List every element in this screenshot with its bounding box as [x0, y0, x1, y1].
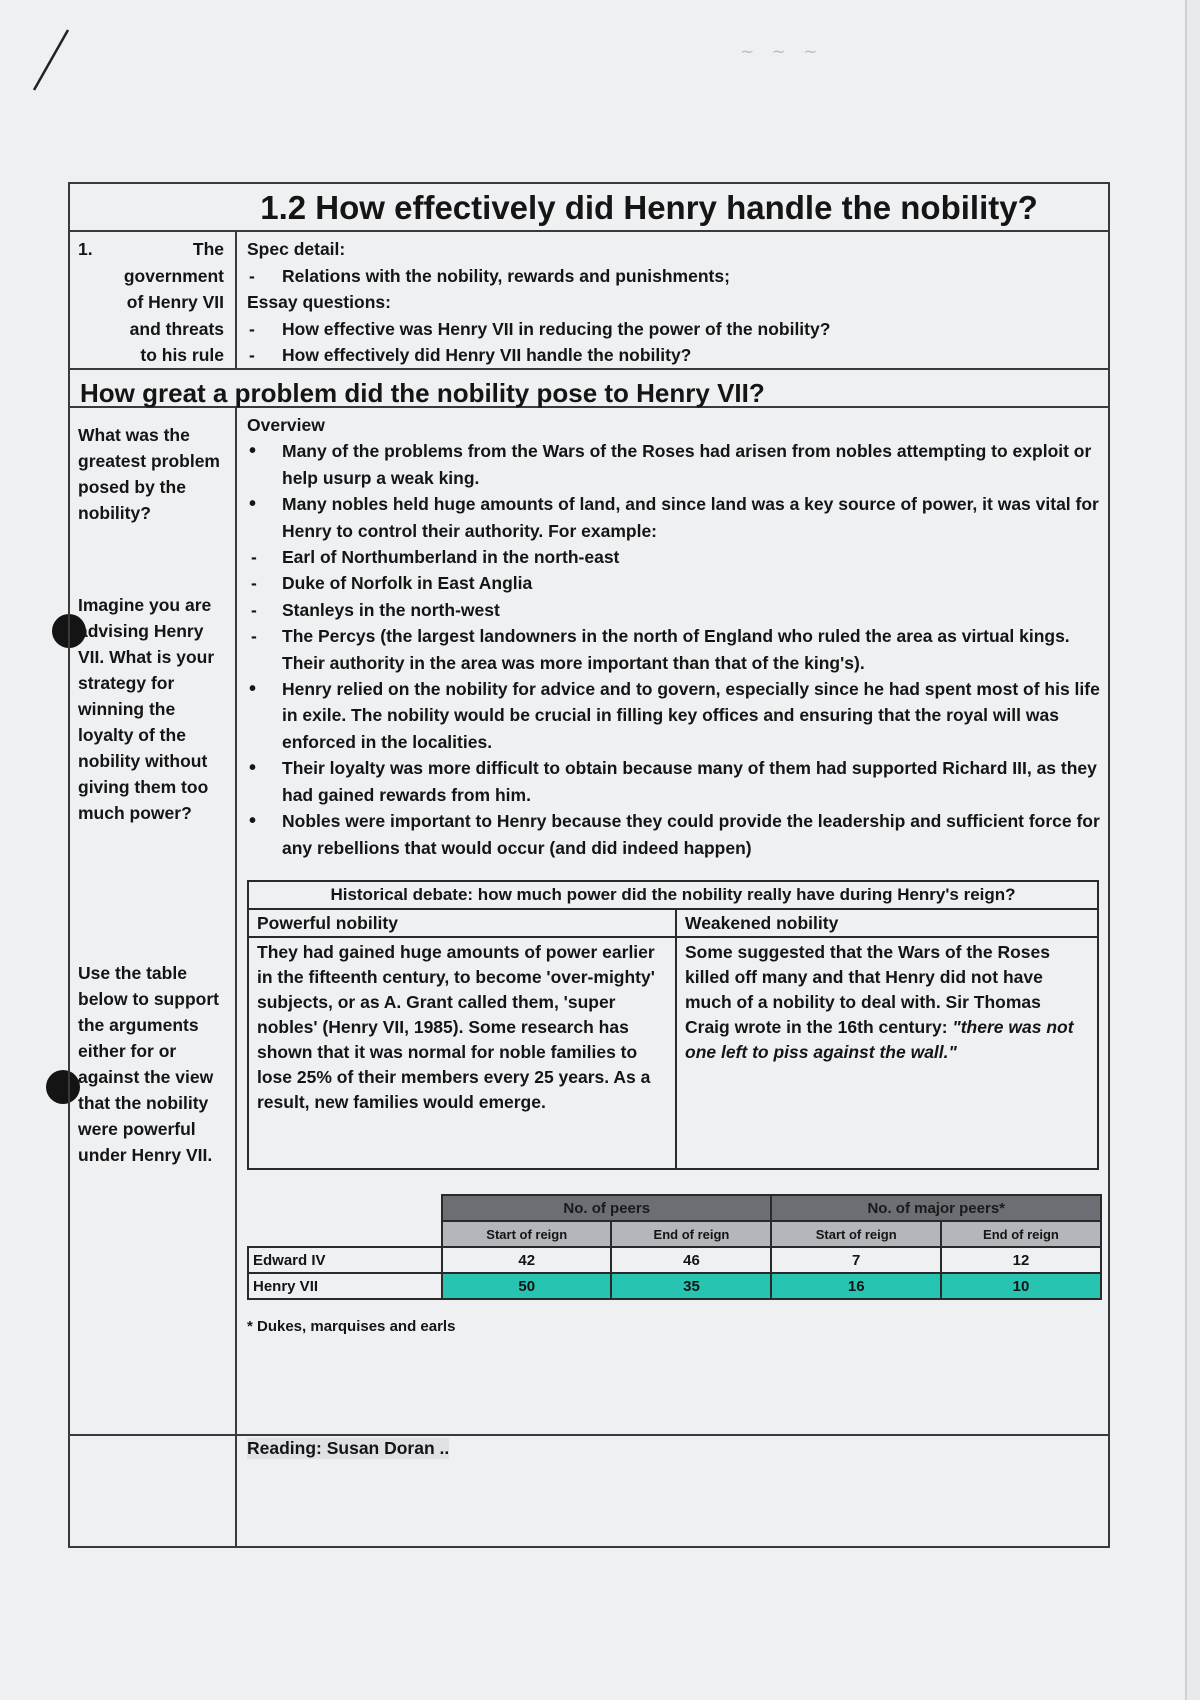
table-footnote: * Dukes, marquises and earls	[247, 1318, 456, 1335]
weakened-text: Some suggested that the Wars of the Roses killed off many and that Henry did not have much of a nobility to deal with. Sir Thomas Craig wrote in the 16th century:	[685, 942, 1050, 1037]
peers-end-cell: 46	[611, 1247, 771, 1273]
historical-debate-table	[247, 880, 1099, 1170]
table-row	[248, 1247, 1101, 1273]
faint-scribble: ~ ~ ~	[740, 42, 824, 62]
major-end-cell: 12	[941, 1247, 1101, 1273]
essay-question: - How effective was Henry VII in reducing the power of the nobility?	[247, 316, 1097, 343]
peers-table	[247, 1194, 1102, 1300]
left-prompt: Imagine you are advising Henry VII. What is your strategy for winning the loyalty of the nobility without giving them too much power?	[78, 595, 215, 823]
overview-point: • Many nobles held huge amounts of land, and since land was a key source of power, it was vital for Henry to control their authority. For example:	[247, 491, 1102, 544]
left-prompt: Use the table below to support the arguments either for or against the view that the nobility were powerful under Henry VII.	[78, 963, 219, 1165]
spec-detail: - Relations with the nobility, rewards and punishments;	[247, 263, 1097, 290]
divider	[235, 408, 237, 1548]
group-peers-header: No. of peers	[442, 1195, 771, 1221]
weakened-heading: Weakened nobility	[677, 910, 1097, 938]
overview-point: • Henry relied on the nobility for advice and to govern, especially since he had spent most of his life in exile. The nobility would be crucial in filling key offices and ensuring that the royal will was enforced in the localities.	[247, 676, 1102, 755]
topic-number: 1.	[78, 239, 93, 259]
end-header: End of reign	[941, 1221, 1101, 1247]
reading-note: Reading: Susan Doran ..	[247, 1438, 450, 1458]
overview-example: - Duke of Norfolk in East Anglia	[247, 570, 1102, 596]
page-title: 1.2 How effectively did Henry handle the nobility?	[70, 184, 1108, 232]
overview-point: • Their loyalty was more difficult to obtain because many of them had supported Richard III, as they had gained rewards from him.	[247, 755, 1102, 808]
overview-label: Overview	[247, 415, 325, 435]
table-row	[248, 1273, 1101, 1299]
major-start-cell: 7	[771, 1247, 940, 1273]
peers-end-cell: 35	[611, 1273, 771, 1299]
overview-section	[247, 412, 1102, 861]
overview-point: • Many of the problems from the Wars of the Roses had arisen from nobles attempting to exploit or help usurp a weak king.	[247, 438, 1102, 491]
spec-heading: Spec detail:	[247, 239, 346, 259]
overview-point: • Nobles were important to Henry because they could provide the leadership and sufficient force for any rebellions that would occur (and did indeed happen)	[247, 808, 1102, 861]
start-header: Start of reign	[442, 1221, 611, 1247]
powerful-text: They had gained huge amounts of power earlier in the fifteenth century, to become 'over-mighty' subjects, or as A. Grant called them, 'super nobles' (Henry VII, 1985). Some research has shown that it was normal for noble families to lose 25% of their members every 25 years. As a result, new families would emerge.	[257, 942, 655, 1112]
overview-example: - Stanleys in the north-west	[247, 597, 1102, 623]
peers-start-cell: 42	[442, 1247, 611, 1273]
weakened-body	[677, 938, 1097, 1067]
section-heading: How great a problem did the nobility pose to Henry VII?	[80, 378, 765, 408]
start-header: Start of reign	[771, 1221, 940, 1247]
worksheet-table	[68, 182, 1110, 1548]
peers-start-cell: 50	[442, 1273, 611, 1299]
major-end-cell: 10	[941, 1273, 1101, 1299]
row-name: Henry VII	[248, 1273, 442, 1299]
left-prompt: What was the greatest problem posed by the nobility?	[78, 425, 220, 523]
group-major-header: No. of major peers*	[771, 1195, 1101, 1221]
weakened-column	[677, 910, 1097, 1168]
divider	[235, 232, 237, 370]
spec-cell	[247, 236, 1097, 369]
powerful-column	[249, 910, 677, 1168]
major-start-cell: 16	[771, 1273, 940, 1299]
table-corner	[248, 1195, 442, 1247]
topic-cell	[78, 236, 228, 369]
overview-example: - Earl of Northumberland in the north-east	[247, 544, 1102, 570]
overview-example: - The Percys (the largest landowners in the north of England who ruled the area as virtual kings. Their authority in the area was more important than that of the king's).	[247, 623, 1102, 676]
pen-stroke-icon	[30, 26, 90, 96]
row-name: Edward IV	[248, 1247, 442, 1273]
debate-title: Historical debate: how much power did the nobility really have during Henry's reign?	[249, 882, 1097, 910]
divider	[70, 1434, 1108, 1436]
essay-question: - How effectively did Henry VII handle the nobility?	[247, 342, 1097, 369]
topic-label: The government of Henry VII and threats to his rule	[123, 239, 224, 365]
end-header: End of reign	[611, 1221, 771, 1247]
essay-heading: Essay questions:	[247, 292, 391, 312]
powerful-heading: Powerful nobility	[249, 910, 675, 938]
weakened-quote: "there was not one left to piss against the wall."	[685, 1017, 1074, 1062]
